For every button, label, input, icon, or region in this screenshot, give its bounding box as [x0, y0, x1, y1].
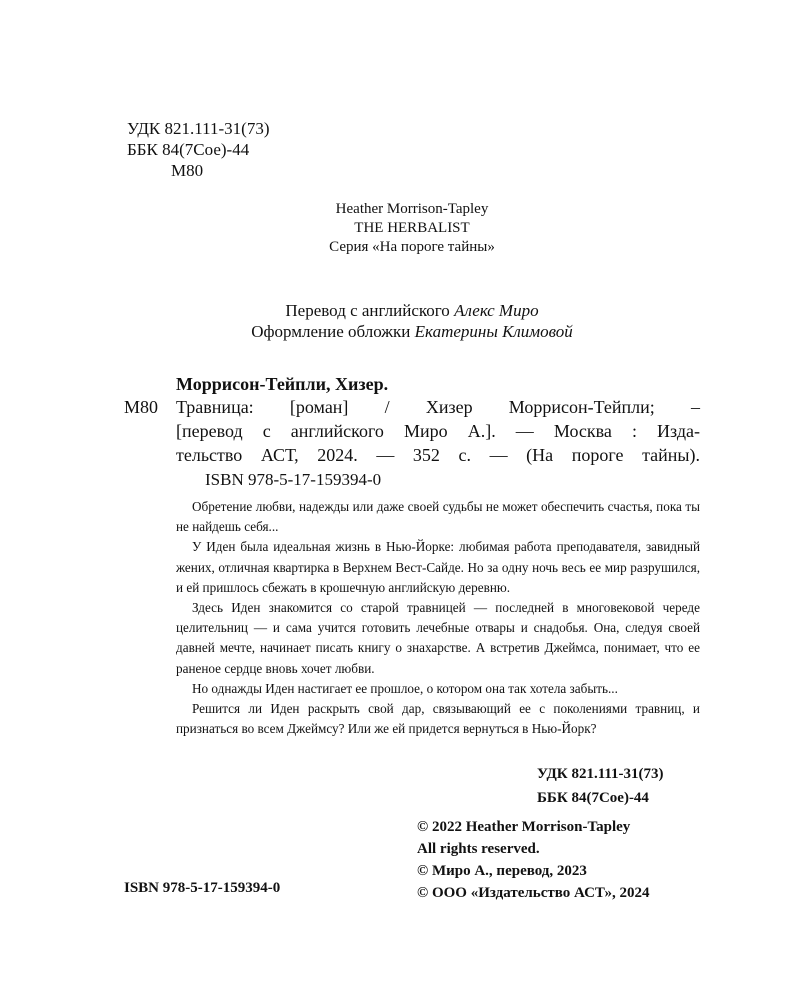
copyright-line: © 2022 Heather Morrison-Tapley	[417, 819, 631, 835]
copyright-line: © ООО «Издательство АСТ», 2024	[417, 885, 650, 901]
catalog-mark: М80	[124, 397, 159, 417]
original-edition	[212, 200, 612, 257]
annotation-paragraph: Решится ли Иден раскрыть свой дар, связывающий ее с поколениями травниц, и признаться во всем Джеймсу? Или же ей придется вернуться в Нью-Йорк?	[176, 701, 700, 737]
annotation-paragraph: У Иден была идеальная жизнь в Нью-Йорке: любимая работа преподавателя, завидный жених, отличная квартирка в Верхнем Вест-Сайде. Но за одну ночь весь ее мир разрушился, и ей пришлось сбежать в крошечную английскую деревню.	[176, 539, 700, 595]
annotation-paragraph: Но однажды Иден настигает ее прошлое, о котором она так хотела забыть...	[192, 680, 618, 696]
translator-name: Алекс Миро	[454, 301, 539, 320]
isbn-bottom: ISBN 978-5-17-159394-0	[124, 880, 281, 896]
bottom-classification	[537, 762, 737, 810]
original-author: Heather Morrison-Tapley	[335, 201, 489, 217]
bbk-code-bottom: ББК 84(7Сое)-44	[537, 790, 649, 806]
top-classification	[127, 118, 427, 181]
cover-prefix: Оформление обложки	[251, 322, 415, 341]
copyright-line: © Миро А., перевод, 2023	[417, 863, 587, 879]
credits	[162, 300, 662, 342]
cover-credit	[162, 321, 662, 342]
annotation	[176, 497, 700, 739]
catalog-line-1: Травница: [роман] / Хизер Моррисон-Тейпли; –	[176, 397, 700, 417]
udk-code: УДК 821.111-31(73)	[127, 119, 270, 138]
udk-code-bottom: УДК 821.111-31(73)	[537, 766, 664, 782]
series-name: Серия «На пороге тайны»	[329, 239, 495, 255]
copyright-block	[417, 816, 757, 904]
copyright-line: All rights reserved.	[417, 841, 540, 857]
catalog-isbn: ISBN 978-5-17-159394-0	[205, 470, 382, 489]
catalog-description	[176, 395, 700, 467]
annotation-paragraph: Обретение любви, надежды или даже своей судьбы не может обеспечить счастья, пока ты не найдешь себя...	[176, 499, 700, 535]
author-mark: М80	[171, 161, 204, 180]
translation-prefix: Перевод с английского	[285, 301, 455, 320]
original-title: THE HERBALIST	[354, 220, 470, 236]
bbk-code: ББК 84(7Сое)-44	[127, 140, 250, 159]
catalog-heading: Моррисон-Тейпли, Хизер.	[176, 374, 389, 394]
cover-designer-name: Екатерины Климовой	[414, 322, 573, 341]
catalog-line-2: [перевод с английского Миро А.]. — Москва : Изда-	[176, 421, 700, 441]
annotation-paragraph: Здесь Иден знакомится со старой травницей — последней в многовековой череде целительниц — и сама учится готовить лечебные отвары и снадобья. Она, следуя своей давней мечте, начинает писать книгу о знахарстве. А встретив Джеймса, понимает, что ее раненое сердце вновь хочет любви.	[176, 600, 700, 676]
translation-credit	[162, 300, 662, 321]
catalog-line-3: тельство АСТ, 2024. — 352 с. — (На пороге тайны).	[176, 445, 700, 465]
